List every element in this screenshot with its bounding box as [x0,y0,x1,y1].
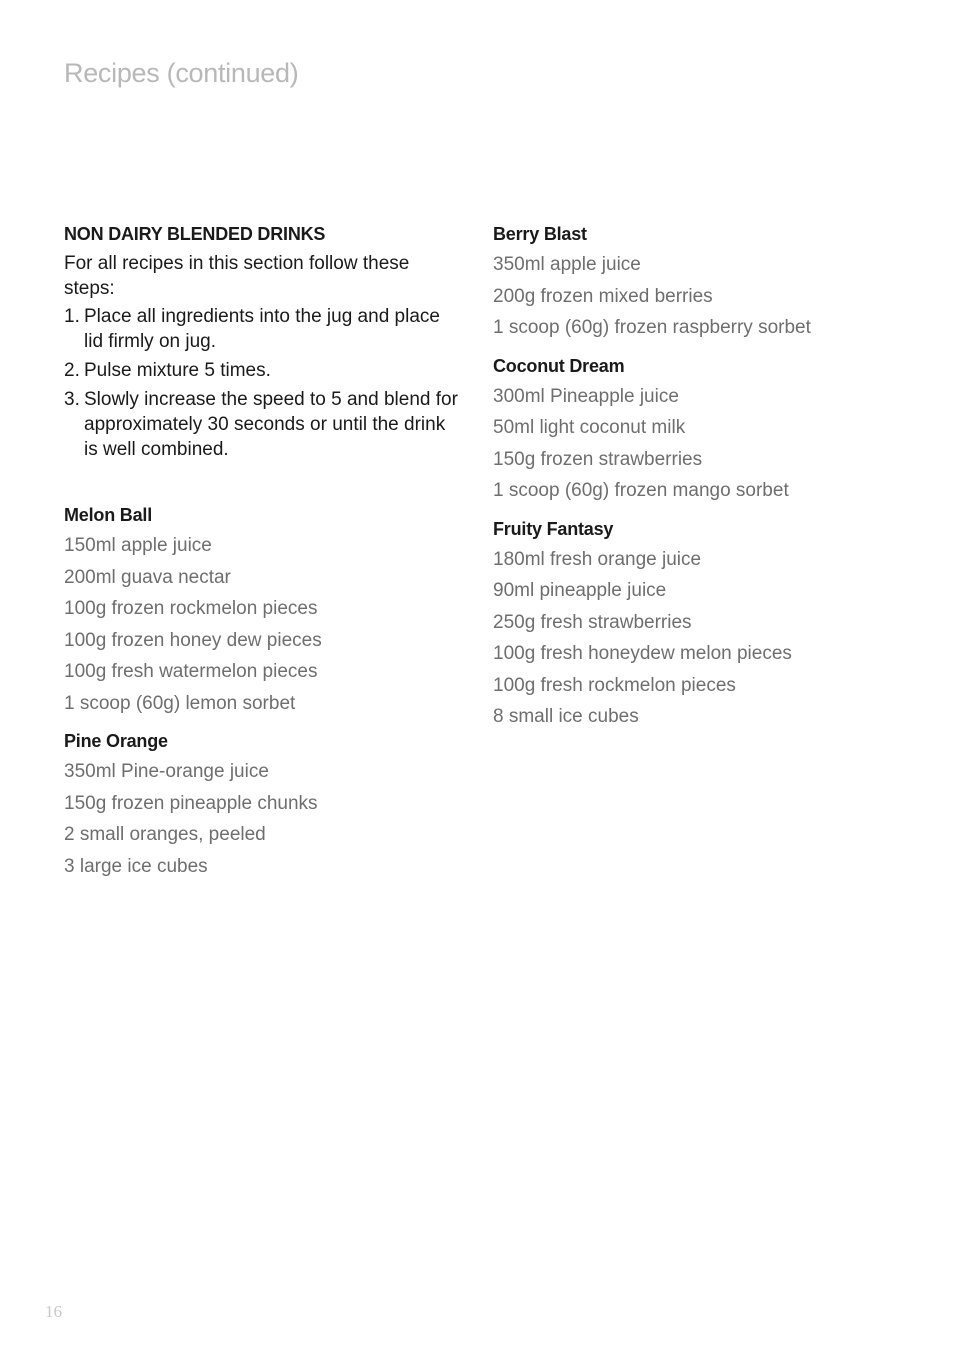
recipe-fruity-fantasy [493,517,913,733]
method-step [64,387,464,462]
ingredient: 1 scoop (60g) lemon sorbet [64,692,296,714]
ingredient-list [64,756,464,882]
ingredient: 2 small oranges, peeled [64,824,266,845]
ingredient-list [493,544,913,733]
ingredient: 150ml apple juice [64,535,212,556]
page-number: 16 [45,1302,62,1321]
ingredient: 250g fresh strawberries [493,611,692,633]
recipe-coconut-dream [493,354,913,507]
ingredient: 350ml apple juice [493,254,641,275]
recipe-pine-orange [64,729,464,882]
recipe-title: Berry Blast [493,224,587,244]
method-step [64,358,464,383]
recipe-berry-blast [493,222,913,344]
recipe-title: Fruity Fantasy [493,518,614,539]
recipe-title: Melon Ball [64,505,153,525]
ingredient: 90ml pineapple juice [493,580,667,601]
step-text: Place all ingredients into the jug and place lid firmly on jug. [84,306,440,352]
ingredient: 150g frozen pineapple chunks [64,792,318,814]
ingredient: 150g frozen strawberries [493,448,703,470]
step-text: Pulse mixture 5 times. [84,360,271,381]
ingredient: 200g frozen mixed berries [493,285,713,307]
ingredient: 100g fresh watermelon pieces [64,661,318,682]
ingredient: 3 large ice cubes [64,855,208,877]
ingredient: 1 scoop (60g) frozen raspberry sorbet [493,317,811,338]
page-title: Recipes (continued) [64,58,299,88]
ingredient: 180ml fresh orange juice [493,548,702,570]
ingredient-list [493,381,913,507]
ingredient: 100g fresh honeydew melon pieces [493,643,792,664]
ingredient: 8 small ice cubes [493,706,639,727]
right-column [493,222,913,733]
left-column [64,222,464,882]
step-number: 1. [64,306,80,327]
ingredient-list [493,249,913,344]
ingredient: 200ml guava nectar [64,566,231,588]
recipe-title: Pine Orange [64,731,168,751]
ingredient: 50ml light coconut milk [493,417,686,438]
ingredient: 100g frozen honey dew pieces [64,629,322,651]
ingredient: 100g frozen rockmelon pieces [64,598,318,619]
method-step [64,304,464,354]
ingredient: 350ml Pine-orange juice [64,761,269,782]
ingredient: 300ml Pineapple juice [493,385,679,407]
method-steps [64,304,464,462]
section-intro: For all recipes in this section follow these steps: [64,253,410,299]
step-number: 2. [64,360,80,381]
recipe-title: Coconut Dream [493,355,625,376]
ingredient-list [64,530,464,719]
step-text: Slowly increase the speed to 5 and blend for approximately 30 seconds or until the drink is well combined. [84,389,458,460]
section-heading: NON DAIRY BLENDED DRINKS [64,224,326,244]
ingredient: 100g fresh rockmelon pieces [493,674,736,696]
recipe-melon-ball [64,503,464,719]
ingredient: 1 scoop (60g) frozen mango sorbet [493,480,789,501]
step-number: 3. [64,389,80,410]
